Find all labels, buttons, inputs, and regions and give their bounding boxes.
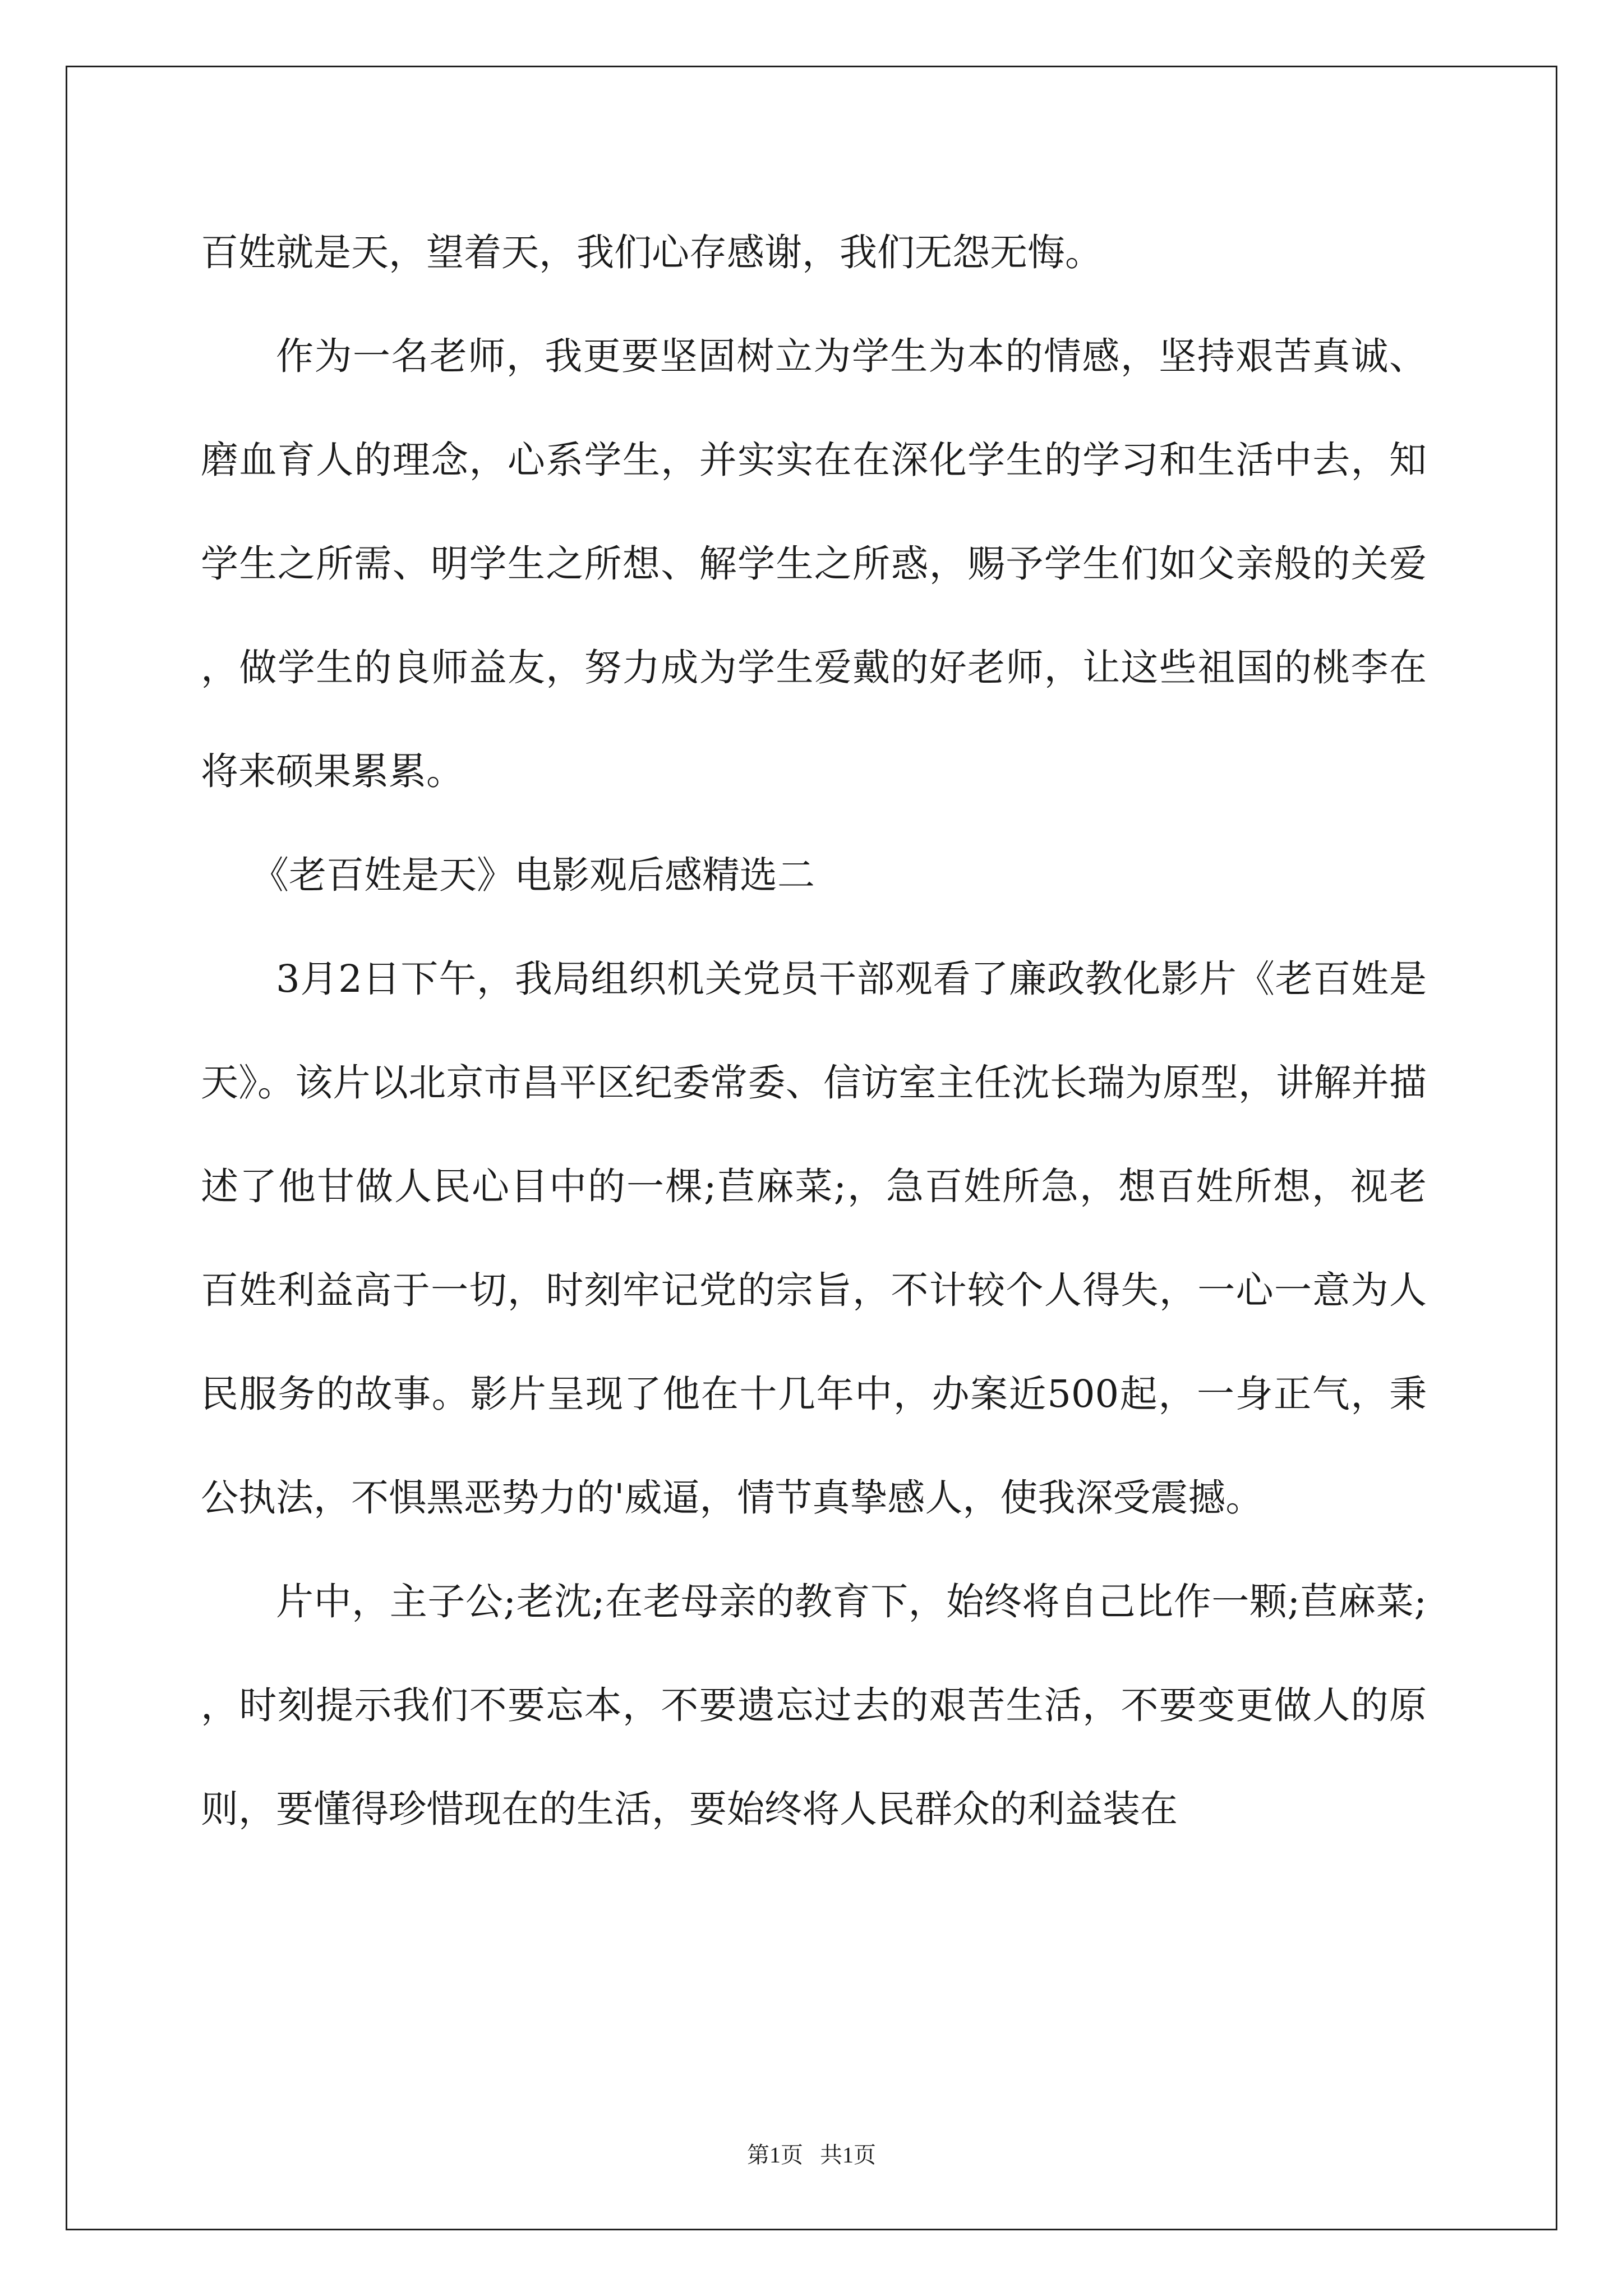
paragraph-3: 3月2日下午，我局组织机关党员干部观看了廉政教化影片《老百姓是天》。该片以北京市昌平区纪委常委、信访室主任沈长瑞为原型，讲解并描述了他甘做人民心目中的一棵;苣麻菜;，急百姓所急，想百姓所想，视老百姓利益高于一切，时刻牢记党的宗旨，不计较个人得失，一心一意为人民服务的故事。影片呈现了他在十几年中，办案近500起，一身正气，秉公执法，不惧黑恶势力的'威逼，情节真挚感人，使我深受震撼。 (201, 957, 1427, 1520)
section-heading: 《老百姓是天》电影观后感精选二 (251, 853, 815, 897)
document-body (201, 201, 1427, 1861)
paragraph-4: 片中，主子公;老沈;在老母亲的教育下，始终将自己比作一颗;苣麻菜;，时刻提示我们不要忘本，不要遗忘过去的艰苦生活，不要变更做人的原则，要懂得珍惜现在的生活，要始终将人民群众的利益装在 (201, 1580, 1427, 1831)
paragraph-1: 百姓就是天，望着天，我们心存感谢，我们无怨无悔。 (201, 231, 1103, 274)
paragraph-2: 作为一名老师，我更要坚固树立为学生为本的情感，坚持艰苦真诚、磨血育人的理念，心系学生，并实实在在深化学生的学习和生活中去，知学生之所需、明学生之所想、解学生之所惑，赐予学生们如父亲般的关爱，做学生的良师益友，努力成为学生爱戴的好老师，让这些祖国的桃李在将来硕果累累。 (201, 334, 1427, 793)
page-footer: 第1页 共1页 (747, 2142, 876, 2168)
